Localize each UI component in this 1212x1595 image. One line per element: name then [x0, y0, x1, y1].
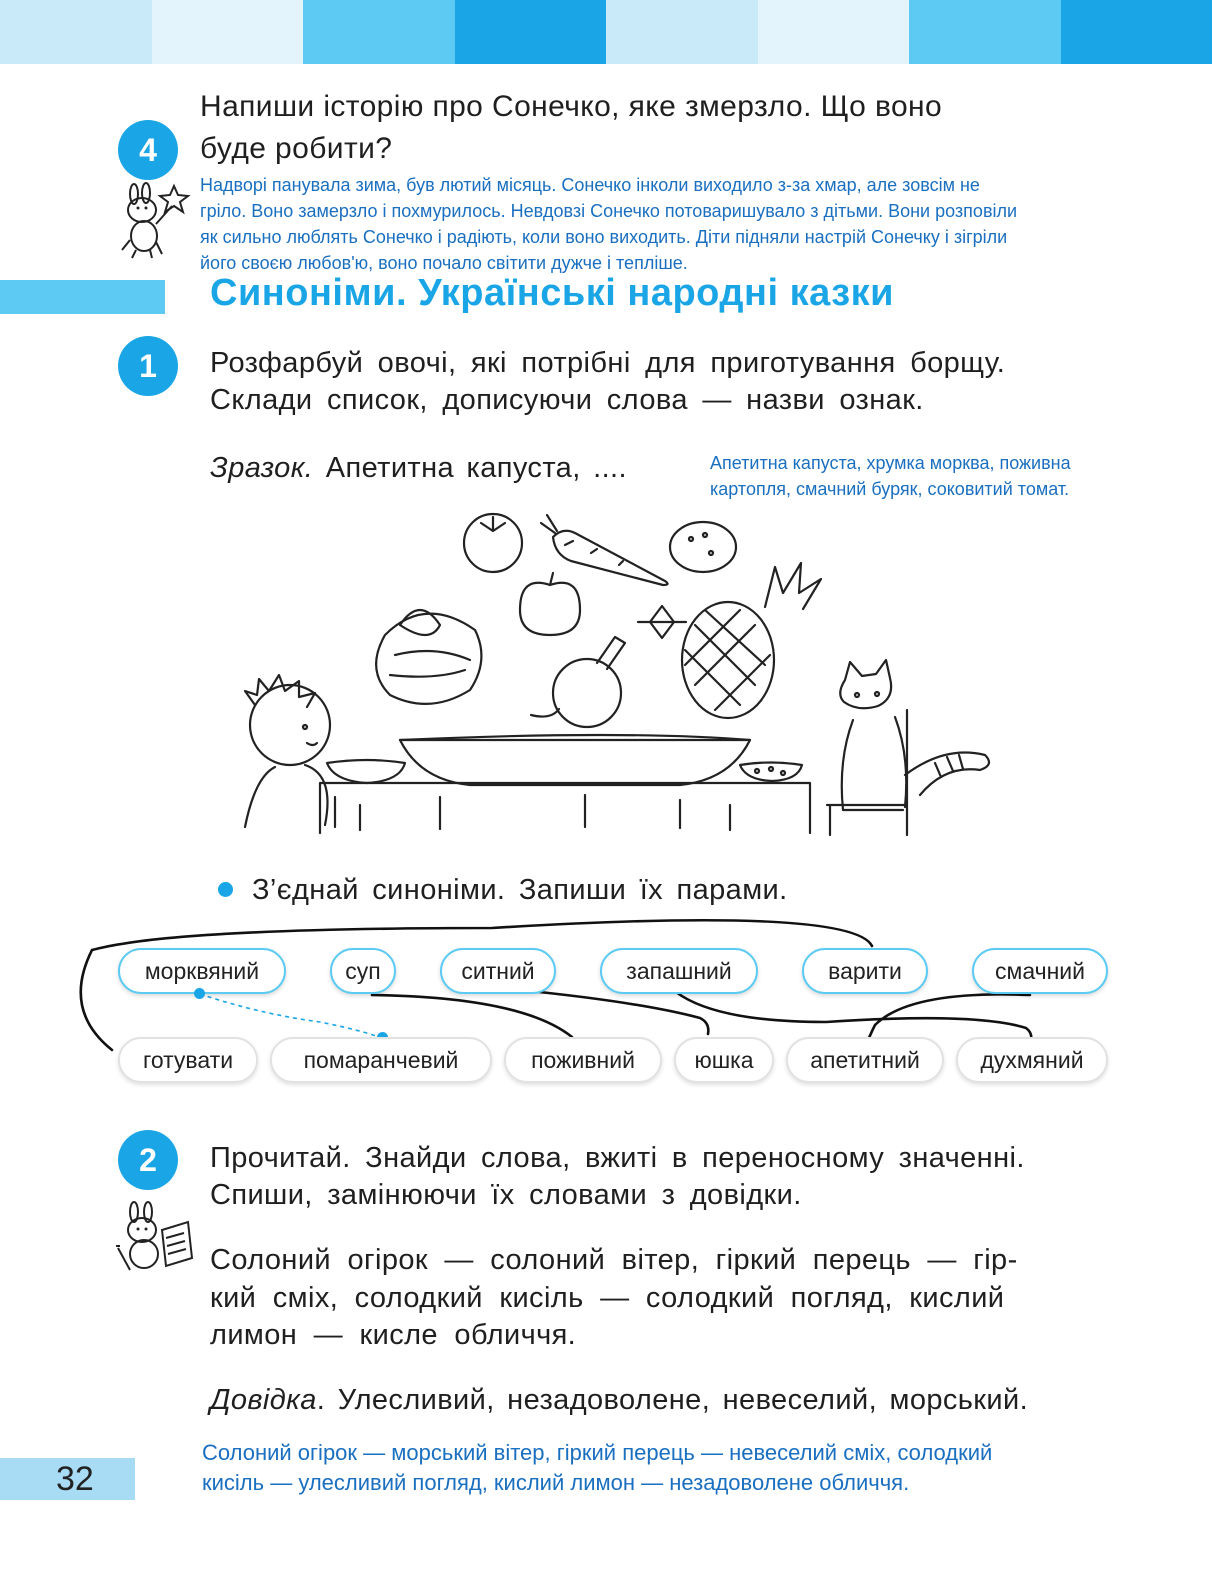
stripe-segment [758, 0, 910, 64]
apple-icon [520, 583, 580, 635]
word-bottom-dukhmianyi[interactable]: духмяний [956, 1037, 1108, 1083]
task-2-text-line: Солоний огірок — солоний вітер, гіркий перець — гір- [210, 1244, 1018, 1276]
carrot-icon [553, 531, 668, 585]
task-2-answer-line: кисіль — улесливий погляд, кислий лимон — незадоволене обличчя. [202, 1470, 910, 1495]
word-bottom-pomarancheviy[interactable]: помаранчевий [270, 1037, 492, 1083]
stripe-segment [455, 0, 607, 64]
stripe-segment [303, 0, 455, 64]
table-icon [320, 783, 810, 833]
task-4-answer-line: його своєю любов'ю, воно почало світити дужче і тепліше. [200, 253, 688, 273]
word-top-zapashnyi[interactable]: запашний [600, 948, 758, 994]
header-stripe [0, 0, 1212, 64]
task-1-number: 1 [118, 336, 178, 396]
word-top-sup[interactable]: суп [330, 948, 396, 994]
section-title: Синоніми. Українські народні казки [210, 272, 894, 314]
task-2-hint [210, 1382, 1028, 1419]
word-top-sytnyi[interactable]: ситний [440, 948, 556, 994]
task-2-text-line: кий сміх, солодкий кисіль — солодкий погляд, кислий [210, 1282, 1005, 1314]
word-top-varyty[interactable]: варити [802, 948, 928, 994]
example-text: Апетитна капуста, .... [313, 452, 627, 484]
dashed-example-line [200, 994, 382, 1038]
example-label: Зразок. [210, 452, 314, 484]
task-2-answer-line: Солоний огірок — морський вітер, гіркий перець — невеселий сміх, солодкий [202, 1440, 993, 1465]
stripe-segment [152, 0, 304, 64]
task-4-number: 4 [118, 120, 178, 180]
match-dot [194, 988, 205, 999]
page-number: 32 [56, 1460, 94, 1498]
task-2-line-1: Прочитай. Знайди слова, вжиті в переносному значенні. [210, 1142, 1025, 1174]
kitchen-illustration [235, 505, 995, 840]
hint-text: . Улесливий, незадоволене, невеселий, морський. [316, 1384, 1029, 1416]
task-1-answer-line: картопля, смачний буряк, соковитий томат. [710, 479, 1070, 499]
word-top-smachnyi[interactable]: смачний [972, 948, 1108, 994]
stripe-segment [1061, 0, 1212, 64]
word-bottom-apetytnyi[interactable]: апетитний [786, 1037, 944, 1083]
task-2-text-line: лимон — кисле обличчя. [210, 1319, 577, 1351]
stripe-segment [0, 0, 152, 64]
task-4-answer-line: як сильно люблять Сонечко і радіють, коли воно виходить. Діти підняли настрій Сонечку і зігріли [200, 227, 1008, 247]
task-1-line-1: Розфарбуй овочі, які потрібні для приготування борщу. [210, 347, 1006, 379]
hint-label: Довідка [210, 1384, 317, 1416]
beet-icon [553, 659, 621, 727]
task-4-answer-line: Надворі панувала зима, був лютий місяць. Сонечко інколи виходило з-за хмар, але зовсім не [200, 175, 980, 195]
section-bar [0, 280, 165, 314]
word-bottom-yushka[interactable]: юшка [674, 1037, 774, 1083]
word-top-morkvianyi[interactable]: морквяний [118, 948, 286, 994]
line-sytnyi-pozhyvnyi [520, 990, 708, 1034]
stripe-segment [909, 0, 1061, 64]
task-1-line-2: Склади список, дописуючи слова — назви ознак. [210, 384, 924, 416]
potato-icon [670, 522, 736, 572]
word-bottom-pozhyvnyi[interactable]: поживний [504, 1037, 662, 1083]
task-4-answer-line: гріло. Воно замерзло і похмурилось. Невдовзі Сонечко потоваришувало з дітьми. Вони розповіли [200, 201, 1018, 221]
line-sup-yushka [372, 995, 572, 1037]
task-4-line-1: Напиши історію про Сонечко, яке змерзло. Що воно [200, 90, 943, 123]
task-4-line-2: буде робити? [200, 132, 393, 165]
bullet-dot [218, 882, 233, 897]
task-1-answer-line: Апетитна капуста, хрумка морква, поживна [710, 453, 1071, 473]
stripe-segment [606, 0, 758, 64]
boy-icon [250, 685, 330, 765]
cat-icon [840, 660, 891, 708]
task-2-number: 2 [118, 1130, 178, 1190]
bunny-writing-icon [110, 1200, 196, 1276]
basil-icon [638, 606, 686, 638]
small-bowl-icon [327, 760, 405, 783]
task-2-line-2: Спиши, замінюючи їх словами з довідки. [210, 1179, 802, 1211]
bunny-star-icon [112, 180, 194, 260]
task-1-example [210, 450, 627, 487]
word-bottom-gotuvaty[interactable]: готувати [118, 1037, 258, 1083]
bowl-icon [400, 735, 750, 785]
synonym-instruction: З’єднай синоніми. Запиши їх парами. [252, 874, 788, 906]
